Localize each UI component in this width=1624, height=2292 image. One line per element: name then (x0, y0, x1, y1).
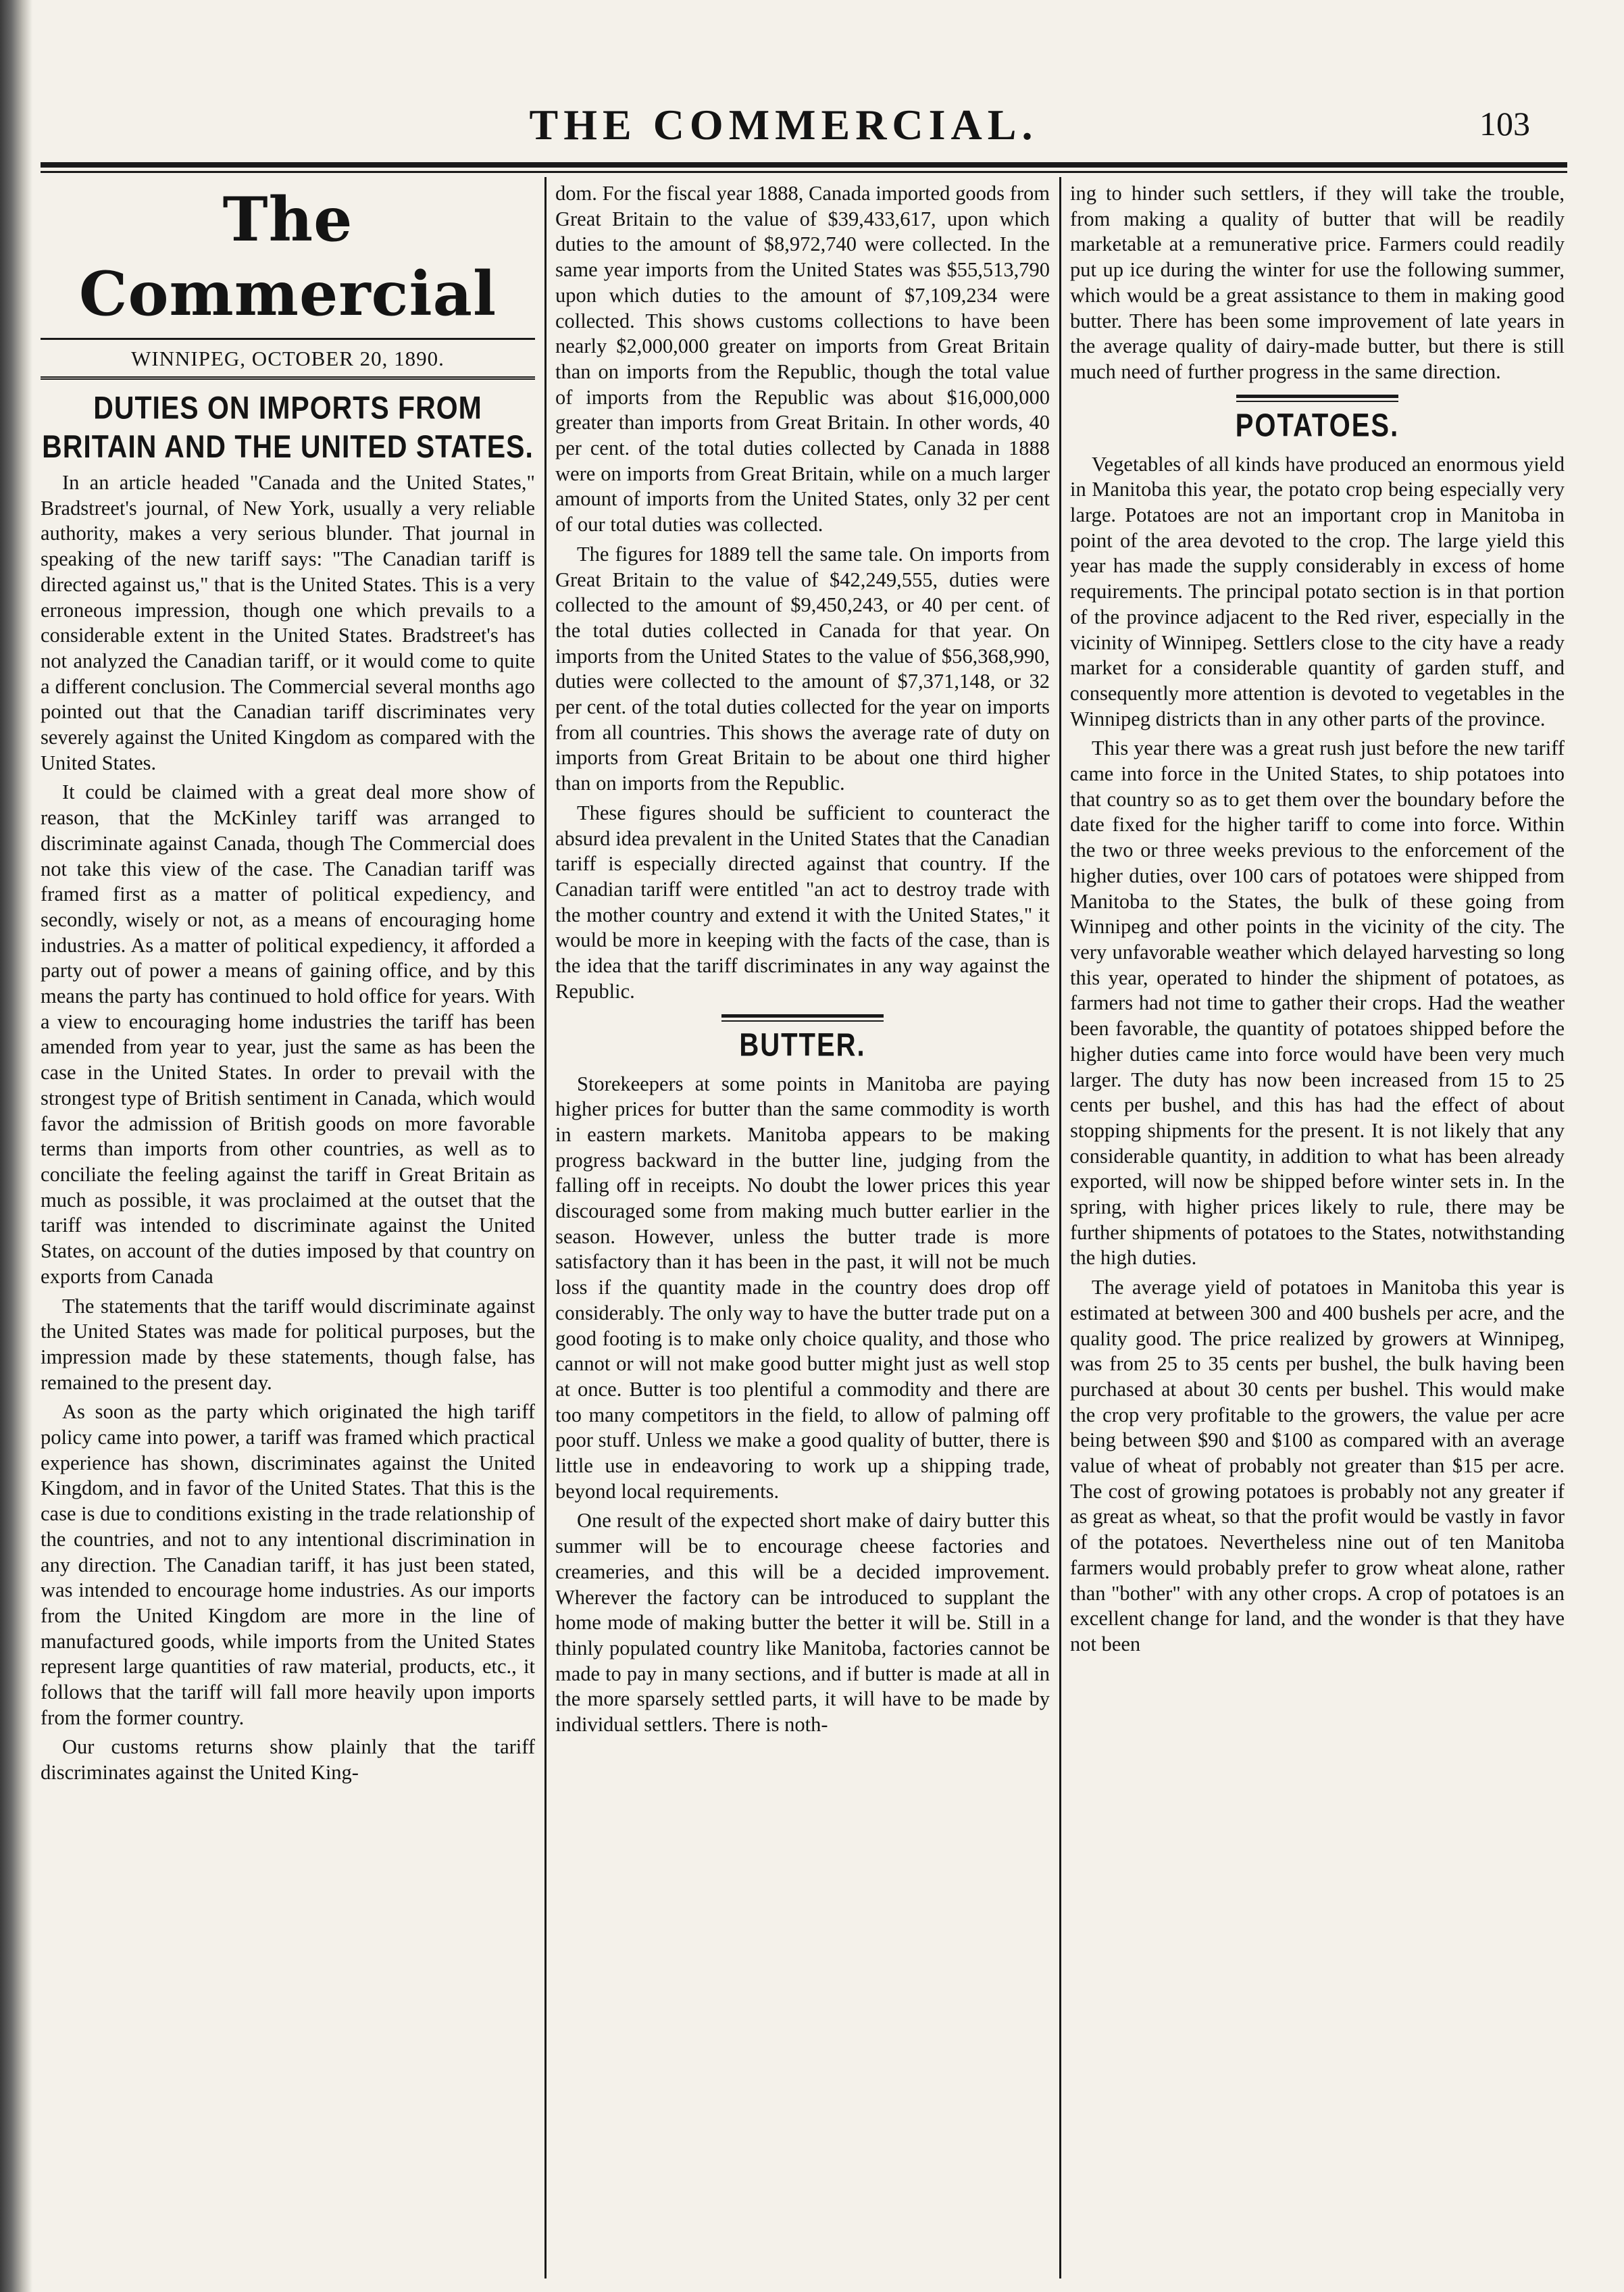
masthead-rule-thick (41, 162, 1567, 168)
article-paragraph: The average yield of potatoes in Manitoba this year is estimated at between 300 and 400 bushels per acre, and the quality good. The price realized by growers at Winnipeg, was from 25 to 35 cents per bushel, the bulk having been purchased at about 30 cents per bushel. This would make the crop very profitable to the growers, the value per acre being between $90 and $100 as compared with an average value of wheat of probably not greater than $15 per acre. The cost of growing potatoes is probably not any greater if as great as wheat, so that the profit would be vastly in favor of the potatoes. Nevertheless nine out of ten Manitoba farmers would probably prefer to grow wheat alone, rather than "bother" with any other crops. A crop of potatoes is an excellent change for land, and the wonder is that they have not been (1070, 1276, 1565, 1655)
column-3 (1070, 181, 1565, 2276)
column-divider-1 (544, 177, 547, 2278)
article-paragraph: dom. For the fiscal year 1888, Canada imported goods from Great Britain to the value of $39,433,617, upon which duties to the amount of $8,972,740 were collected. In the same year imports from the United States was $55,513,790 upon which duties to the amount of $7,109,234 were collected. This shows customs collections to have been nearly $2,000,000 greater on imports from Great Britain than on imports from the Republic, though the total value of imports from the Republic was about $16,000,000 greater than imports from Great Britain. In other words, 40 per cent. of the total duties collected by Canada in 1888 were on imports from Great Britain, while on a much larger amount of imports from the United States, only 32 per cent of our total duties was collected. (555, 182, 1050, 537)
article-paragraph: Storekeepers at some points in Manitoba are paying higher prices for butter than the same commodity is worth in eastern markets. Manitoba appears to be making progress backward in the butter line, judging from the falling off in receipts. No doubt the lower prices this year discouraged some from making much butter earlier in the season. However, unless the butter trade is more satisfactory than it has been in the past, it will not be much loss if the quantity made in the country does drop off considerably. The only way to have the butter trade put on a good footing is to make only choice quality, and those who cannot or will not make good butter might just as well stop at once. Butter is too plentiful a commodity and there are too many competitors in the field, to allow of palming off poor stuff. Unless we make a good quality of butter, there is little use in endeavoring to work up a shipping trade, beyond local requirements. (555, 1072, 1050, 1503)
scanned-page-edge (0, 0, 32, 2292)
column-1 (41, 181, 535, 2276)
article-paragraph: ing to hinder such settlers, if they will take the trouble, from making a quality of butter that will be readily marketable at a remunerative price. Farmers could readily put up ice during the winter for use the following summer, which would be a great assistance to them in making good butter. There has been some improvement of late years in the average quality of dairy-made butter, but there is still much need of further progress in the same direction. (1070, 182, 1565, 383)
article-paragraph: One result of the expected short make of dairy butter this summer will be to encourage cheese factories and creameries, and this will be a decided improvement. Wherever the factory can be introduced to supplant the home mode of making butter the better it will be. Still in a thinly populated country like Manitoba, factories cannot be made to pay in many sections, and if butter is made at all in the more sparsely settled parts, it will have to be made by individual settlers. There is noth- (555, 1509, 1050, 1737)
article-paragraph: The statements that the tariff would discriminate against the United States was made for political purposes, but the impression made by these statements, though false, has remained to the present day. (41, 1294, 535, 1394)
column-2 (555, 181, 1050, 2276)
article-paragraph: As soon as the party which originated the high tariff policy came into power, a tariff was framed which practical experience has shown, discriminates against the United Kingdom, and in favor of the United States. That this is the case is due to conditions existing in the trade relationship of the countries, and not to any intentional discrimination in any direction. The Canadian tariff, it has just been stated, was intended to encourage home industries. As our imports from the United Kingdom are more in the line of manufactured goods, while imports from the United States represent large quantities of raw material, products, etc., it follows that the tariff will fall more heavily upon imports from the former country. (41, 1400, 535, 1729)
page-number: 103 (1479, 105, 1530, 143)
article-paragraph: These figures should be sufficient to counteract the absurd idea prevalent in the United States that the Canadian tariff is especially directed against that country. If the Canadian tariff were entitled "an act to destroy trade with the mother country and extend it with the United States," it would be more in keeping with the facts of the case, than is the idea that the tariff discriminates in any way against the Republic. (555, 801, 1050, 1003)
section-heading-butter: BUTTER. (739, 1027, 866, 1063)
article-paragraph: Our customs returns show plainly that the tariff discriminates against the United King- (41, 1735, 535, 1785)
article-paragraph: This year there was a great rush just before the new tariff came into force in the United States, to ship potatoes into that country so as to get them over the boundary before the date fixed for the higher tariff to come into force. Within the two or three weeks previous to the enforcement of the higher duties, over 100 cars of potatoes were shipped from Manitoba to the States, the bulk of these going from Winnipeg and other points in the vicinity of the city. The very unfavorable weather which delayed harvesting so long this year, operated to hinder the shipment of potatoes, as farmers had not time to gather their crops. Had the weather been favorable, the quantity of potatoes shipped before the higher duties came into force would have been very much larger. The duty has now been increased from 15 to 25 cents per bushel, and this has had the effect of about stopping shipments for the present. It is not likely that any considerable quantity, in addition to what has been already exported, will now be shipped before winter sets in. In the spring, with higher prices likely to rule, there may be further shipments of potatoes to the States, notwithstanding the high duties. (1070, 737, 1565, 1270)
column-divider-2 (1059, 177, 1061, 2278)
paper-title: The Commercial (78, 184, 497, 330)
masthead-rule-thin (41, 171, 1567, 173)
article-paragraph: In an article headed "Canada and the United States," Bradstreet's journal, of New York, usually a very reliable authority, makes a very serious blunder. That journal in speaking of the new tariff says: "The Canadian tariff is directed against us," that is the United States. This is a very erroneous impression, though one which prevails to a considerable extent in the United States. Bradstreet's has not analyzed the Canadian tariff, or it would come to quite a different conclusion. The Commercial several months ago pointed out that the Canadian tariff discriminates very severely against the United Kingdom as compared with the United States. (41, 471, 535, 774)
article-headline: DUTIES ON IMPORTS FROM BRITAIN AND THE UNITED STATES. (42, 389, 534, 465)
masthead-title: THE COMMERCIAL. (529, 101, 1038, 149)
date-line: WINNIPEG, OCTOBER 20, 1890. (41, 338, 535, 380)
article-paragraph: It could be claimed with a great deal more show of reason, that the McKinley tariff was arranged to discriminate against Canada, though The Commercial does not take this view of the case. The Canadian tariff was framed first as a matter of political expediency, and secondly, wisely or not, as a means of encouraging home industries. As a matter of political expediency, it afforded a party out of power a means of gaining office, and by this means the party has continued to hold office for years. With a view to encouraging home industries the tariff has been amended from year to year, just the same as has been the case in the United States. In order to prevail with the strongest type of British sentiment in Canada, which would favor the admission of British goods on more favorable terms than imports from other countries, as well as to conciliate the feeling against the tariff in Great Britain as much as possible, it was proclaimed at the outset that the tariff was intended to discriminate against the United States, on account of the duties imposed by that country on exports from Canada (41, 780, 535, 1288)
article-paragraph: The figures for 1889 tell the same tale. On imports from Great Britain to the value of $42,249,555, duties were collected to the amount of $9,450,243, or 40 per cent. of the total duties collected in Canada for that year. On imports from the United States to the value of $56,368,990, duties were collected to the amount of $7,371,148, or 32 per cent. of the total duties collected for the year on imports from all countries. This shows the average rate of duty on imports from Great Britain to be about one third higher than on imports from the Republic. (555, 542, 1050, 795)
section-heading-potatoes: POTATOES. (1235, 407, 1400, 444)
section-rule (721, 1014, 884, 1022)
article-paragraph: Vegetables of all kinds have produced an enormous yield in Manitoba this year, the potato crop being especially very large. Potatoes are not an important crop in Manitoba in point of the area devoted to the crop. The large yield this year has made the supply considerably in excess of home requirements. The principal potato section is in that portion of the province adjacent to the Red river, especially in the vicinity of Winnipeg. Settlers close to the city have a ready market for a considerable quantity of garden stuff, and consequently more attention is devoted to vegetables in the Winnipeg districts than in any other parts of the province. (1070, 452, 1565, 730)
section-rule (1236, 395, 1398, 402)
